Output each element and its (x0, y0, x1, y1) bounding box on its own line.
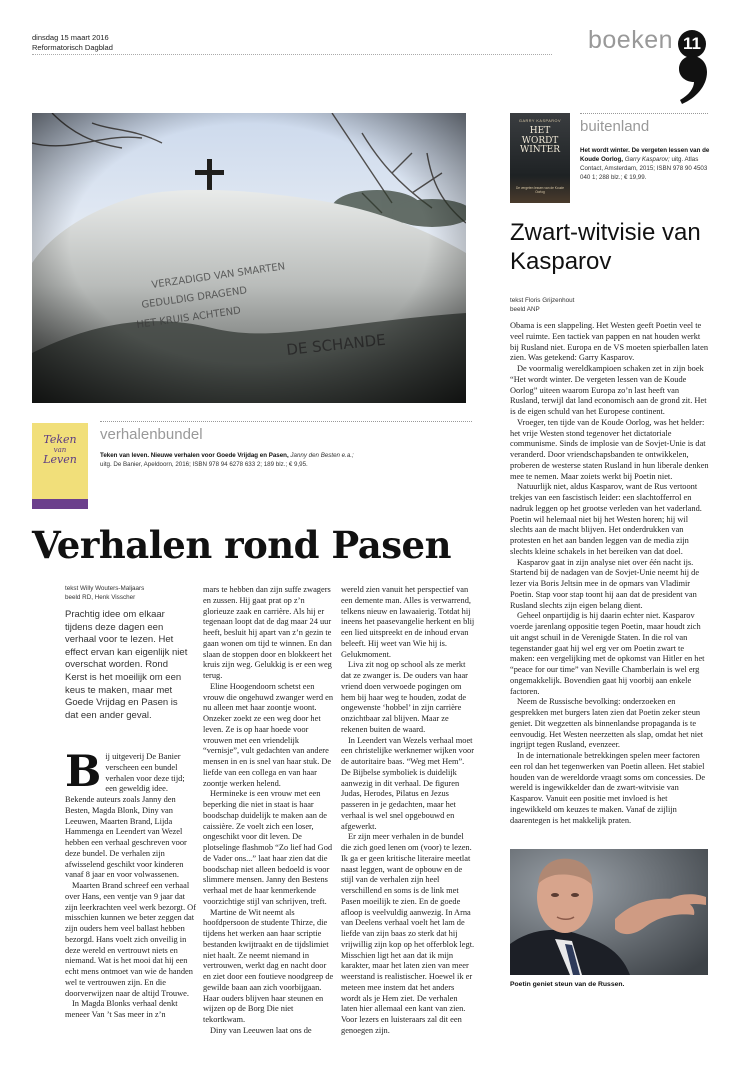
cover-subtitle: De vergeten lessen van de Koude Oorlog (515, 185, 565, 194)
kasparov-book-details: uitg. Atlas Contact, Amsterdam, 2015; ISBN 978 90 4503 040 1; 288 blz.; € 19,99. (580, 156, 708, 181)
book-cover-teken-van-leven (32, 423, 88, 509)
pasen-category: verhalenbundel (100, 426, 203, 443)
kasparov-book-info (580, 146, 710, 182)
kasparov-category: buitenland (580, 118, 650, 135)
kasparov-credits (510, 296, 574, 314)
page-number: 11 (678, 30, 706, 58)
pasen-col3-para: wereld zien vanuit het perspectief van een demente man. Alles is verwarrend, telkens nieuw en lawaaierig. Totdat hij ineens het paasevangelie herkent en blij een lied uitspreekt en de inhoud ervan beleeft. Hij weet van Wie hij is. Gelukmoment. (341, 585, 475, 659)
kasparov-para: Natuurlijk niet, aldus Kasparov, want de Rus vertoont trekjes van een fascistisch leider: een slachtofferrol en nadruk leggen op het grootse verleden van het vaderland. Poetin wil helemaal niet bij het Westen horen; hij wil slechts aan de macht blijven. Het onderdrukken van protesten en het aan banden leggen van de media zijn slechts kleine schakels in het bereiken van dat doel. (510, 482, 702, 556)
masthead-date-block (32, 33, 113, 53)
section-title: boeken (588, 26, 674, 54)
pasen-column-3 (341, 585, 475, 1037)
photo-putin (510, 849, 708, 975)
kasparov-para: Neem de Russische bevolking: onderzoeken en gesprekken met burgers laten zien dat Poetin zeker steun geniet. Dit wegzetten als binnenlandse propaganda is te eenvoudig. Het Westen neerzetten als slap, omdat het niet ingrijpt tegen Rusland, evenzeer. (510, 697, 704, 750)
pasen-col1-para: Maarten Brand schreef een verhaal over Hans, een ventje van 9 jaar dat zijn leerkrachten veel werk bezorgt. Of misschien kunnen we beter zeggen dat zijn ouders hem veel ballast hebben bezorgd. Hans voelt zich onveilig in deze wereld en vertrouwt niets en niemand. Wat is het mooi dat hij een echt mens ontmoet van wie de handen wel te vertrouwen zijn. En die doorverwijzen naar de altijd Trouwe. (65, 881, 196, 998)
masthead-date: dinsdag 15 maart 2016 (32, 33, 109, 42)
pasen-book-title: Teken van leven. Nieuwe verhalen voor Goede Vrijdag en Pasen, (100, 452, 289, 459)
pasen-col1-para: Bij uitgeverij De Banier verscheen een bundel verhalen voor deze tijd; een geweldig idee. Bekende auteurs zoals Janny den Besten, Magda Blonk, Diny van Leeuwen, Maarten Brand, Lijda Hammenga en Leendert van Wezel hebben een verhaal geschreven voor deze bundel. De verhalen zijn afwisselend geschikt voor kinderen vanaf 8 jaar en voor volwassenen. (65, 747, 187, 880)
pasen-dropcap: B (65, 747, 102, 797)
kasparov-rule (580, 113, 708, 114)
cover-title: HET WORDT WINTER (519, 126, 561, 155)
pasen-col1-para: In Magda Blonks verhaal denkt meneer Van ’t Sas meer in z’n (65, 999, 178, 1019)
pasen-book-details: uitg. De Banier, Apeldoorn, 2016; ISBN 978 94 6278 633 2; 189 blz.; € 9,95. (100, 461, 308, 468)
kasparov-credit-text: tekst Floris Grijzenhout (510, 297, 575, 304)
kasparov-para: Vroeger, ten tijde van de Koude Oorlog, was het helder: het vrije Westen stond tegenover het dictatoriale communisme. Sinds de implosie van de Sovjet-Unie is dat veranderd. Door vriendschapsbanden te ontwikkelen, proberen de westerse staten Rusland in hun liberale denken mee te nemen. Maar zoiets werkt bij Poetin niet. (510, 417, 709, 481)
book-cover-het-wordt-winter (510, 113, 570, 203)
putin-portrait-illustration (510, 849, 708, 975)
pasen-intro: Prachtig idee om elkaar tijdens deze dagen een verhaal voor te lezen. Het effect ervan kan eigenlijk niet overschat worden. Rond Kerst is het moeilijk om een keus te maken, maar met Goede Vrijdag en Pasen is dat een ander geval. (65, 609, 188, 721)
pasen-credit-photo: beeld RD, Henk Visscher (65, 594, 136, 601)
kasparov-para: Kasparov gaat in zijn analyse niet over één nacht ijs. Startend bij de nadagen van de Sovjet-Unie neemt hij de lezer via Boris Jeltsin mee in de opmars van Vladimir Poetin. Stap voor stap toont hij aan dat de president van Rusland slechts zijn eigen belang dient. (510, 557, 700, 610)
pasen-col3-para: Liva zit nog op school als ze merkt dat ze zwanger is. De ouders van haar vriend doen verwoede pogingen om hem bij haar weg te houden, zodat de ongewenste ‘hobbel’ in zijn carrière onzichtbaar zal blijven. Maar ze rekenen buiten de waard. (341, 660, 468, 734)
masthead-paper: Reformatorisch Dagblad (32, 43, 113, 52)
pasen-book-info (100, 451, 474, 469)
pasen-headline: Verhalen rond Pasen (32, 523, 451, 567)
pasen-col2-para: mars te hebben dan zijn suffe zwagers en zussen. Hij gaat prat op z’n glorieuze zaak en carrière. Als hij er tegenaan loopt dat de dag maar 24 uur heeft, besluit hij apart van z’n gezin te gaan wonen om tijd te winnen. En dan slaan de stoppen door en blokkeert het kruis zijn weg. Gelukkig is er een weg terug. (203, 585, 332, 680)
stone-cross-illustration (32, 113, 466, 403)
pasen-rule (100, 421, 472, 422)
cover-word-1: Teken (43, 433, 77, 446)
kasparov-para: In de internationale betrekkingen spelen meer factoren een rol dan het tegenwerken van Poetin alleen. Het stabiel houden van de wereldorde vraagt soms om concessies. De wereld is ingewikkelder dan de zwart-witvisie van Kasparov. Vanuit een positie met invloed is het ingewikkeld om keuzes te maken. Vanaf de zijlijn daarentegen is het makkelijk praten. (510, 751, 706, 825)
pasen-column-1 (65, 747, 197, 1021)
pasen-col2-para: Martine de Wit neemt als hoofdpersoon de studente Thirze, die tijdens het werken aan haar scriptie bestanden kwijtraakt en de tijdslimiet niet haalt. Ze neemt niemand in vertrouwen, werkt dag en nacht door en ziet door een foutieve noodgreep de gewilde baan aan zich voorbijgaan. Haar ouders blijven haar steunen en wijzen op de Borg Die niet tekortkwam. (203, 907, 334, 1024)
pasen-col2-para: Eline Hoogendoorn schetst een vrouw die ongehuwd zwanger werd en nu alleen met haar zoontje woont. Onzeker zoekt ze een weg door het leven. Ze is op haar hoede voor vrouwen met een vriendelijk “vernisje”, vult gedachten van andere mensen in en is snel van haar stuk. De liefde van een collega en van haar zoontje werken helend. (203, 681, 334, 788)
pasen-col3-para: Er zijn meer verhalen in de bundel die zich goed lenen om (voor) te lezen. Ik ga er geen kritische literaire meetlat naast leggen, want de opbouw en de stijl van de verhalen zijn heel verschillend en soms is de link met Pasen moeilijk te zien. En de goede afloop is veelvuldig aanwezig. In Arna van Deelens verhaal voelt het lam de liefde van zijn baas zo sterk dat hij vrijwillig zijn kop op het offerblok legt. Misschien ligt het aan dat ik mijn karakter, maar het laten zien van meer weerstand is realistischer. Hoewel ik er meteen mee instem dat het anders wordt als je Hem ziet. De verhalen laten hier allemaal een kant van zien. Voor lezers en luisteraars zal dit een genoegen zijn. (341, 832, 475, 1035)
pasen-col3-para: In Leendert van Wezels verhaal moet een christelijke werknemer wijken voor de autoritaire baas. “Weg met Hem”. De Bijbelse symboliek is duidelijk aanwezig in dit verhaal. De figuren Judas, Herodes, Pilatus en Jezus passeren in je gedachten, maar het verhaal is wel snel opgebouwd en afgewerkt. (341, 735, 475, 831)
main-photo-stone-cross (32, 113, 466, 403)
pasen-column-2 (203, 585, 335, 1037)
masthead-rule (32, 54, 552, 55)
kasparov-para: De voormalig wereldkampioen schaken zet in zijn boek “Het wordt winter. De vergeten lessen van de Koude Oorlog” uiteen waarom Europa zo’n last heeft van Rusland, terwijl dat land economisch aan de grond zit. Het is de eigen schuld van het Europese continent. (510, 364, 707, 416)
cover-author: GARRY KASPAROV (518, 119, 562, 123)
pasen-credit-text: tekst Willy Wouters-Maljaars (65, 585, 145, 592)
cover-word-3: Leven (43, 453, 77, 466)
cover-word-2: van (53, 446, 67, 454)
kasparov-para: Obama is een slappeling. Het Westen geeft Poetin veel te veel ruimte. Een tactiek van pappen en nat houden werkt bij Rusland niet. Europa en de VS moeten spierballen laten zien. Was getekend: Garry Kasparov. (510, 321, 709, 363)
kasparov-book-author: Garry Kasparov; (624, 156, 670, 163)
pasen-col2-para: Diny van Leeuwen laat ons de (210, 1025, 312, 1035)
kasparov-credit-photo: beeld ANP (510, 306, 540, 313)
pasen-credits (65, 584, 144, 602)
kasparov-headline: Zwart-witvisie van Kasparov (510, 219, 701, 275)
putin-caption: Poetin geniet steun van de Russen. (510, 981, 625, 988)
comma-logo-icon (676, 54, 708, 106)
pasen-book-authors: Janny den Besten e.a.; (290, 452, 354, 459)
pasen-col2-para: Hermineke is een vrouw met een beperking die niet in staat is haar boodschap duidelijk te maken aan de caissière. Ze voelt zich een loser, ongeschikt voor dit leven. De plotselinge flashmob “Zo lief had God de Vader ons...” laat haar zien dat die boodschap niet alleen bedoeld is voor slimmere mensen. Janny den Bestens verhaal met de haar kenmerkende voorzichtige stijl van schrijven, treft. (203, 789, 333, 906)
kasparov-para: Geheel onpartijdig is hij daarin echter niet. Kasparov voerde jarenlang oppositie tegen Poetin, maar houdt zich uit angst schuil in de Verenigde Staten. In die rol van tegenstander gaat hij wel erg ver om Poetin zwart te maken: een vergelijking met de opkomst van Hitler en het “peace for our time” van Neville Chamberlain is wel erg ongemakkelijk. Bovendien gaat hij voorbij aan enkele factoren. (510, 611, 705, 696)
kasparov-body (510, 321, 710, 826)
kasparov-book-title: Het wordt winter. De vergeten lessen van de Koude Oorlog, (580, 147, 710, 163)
